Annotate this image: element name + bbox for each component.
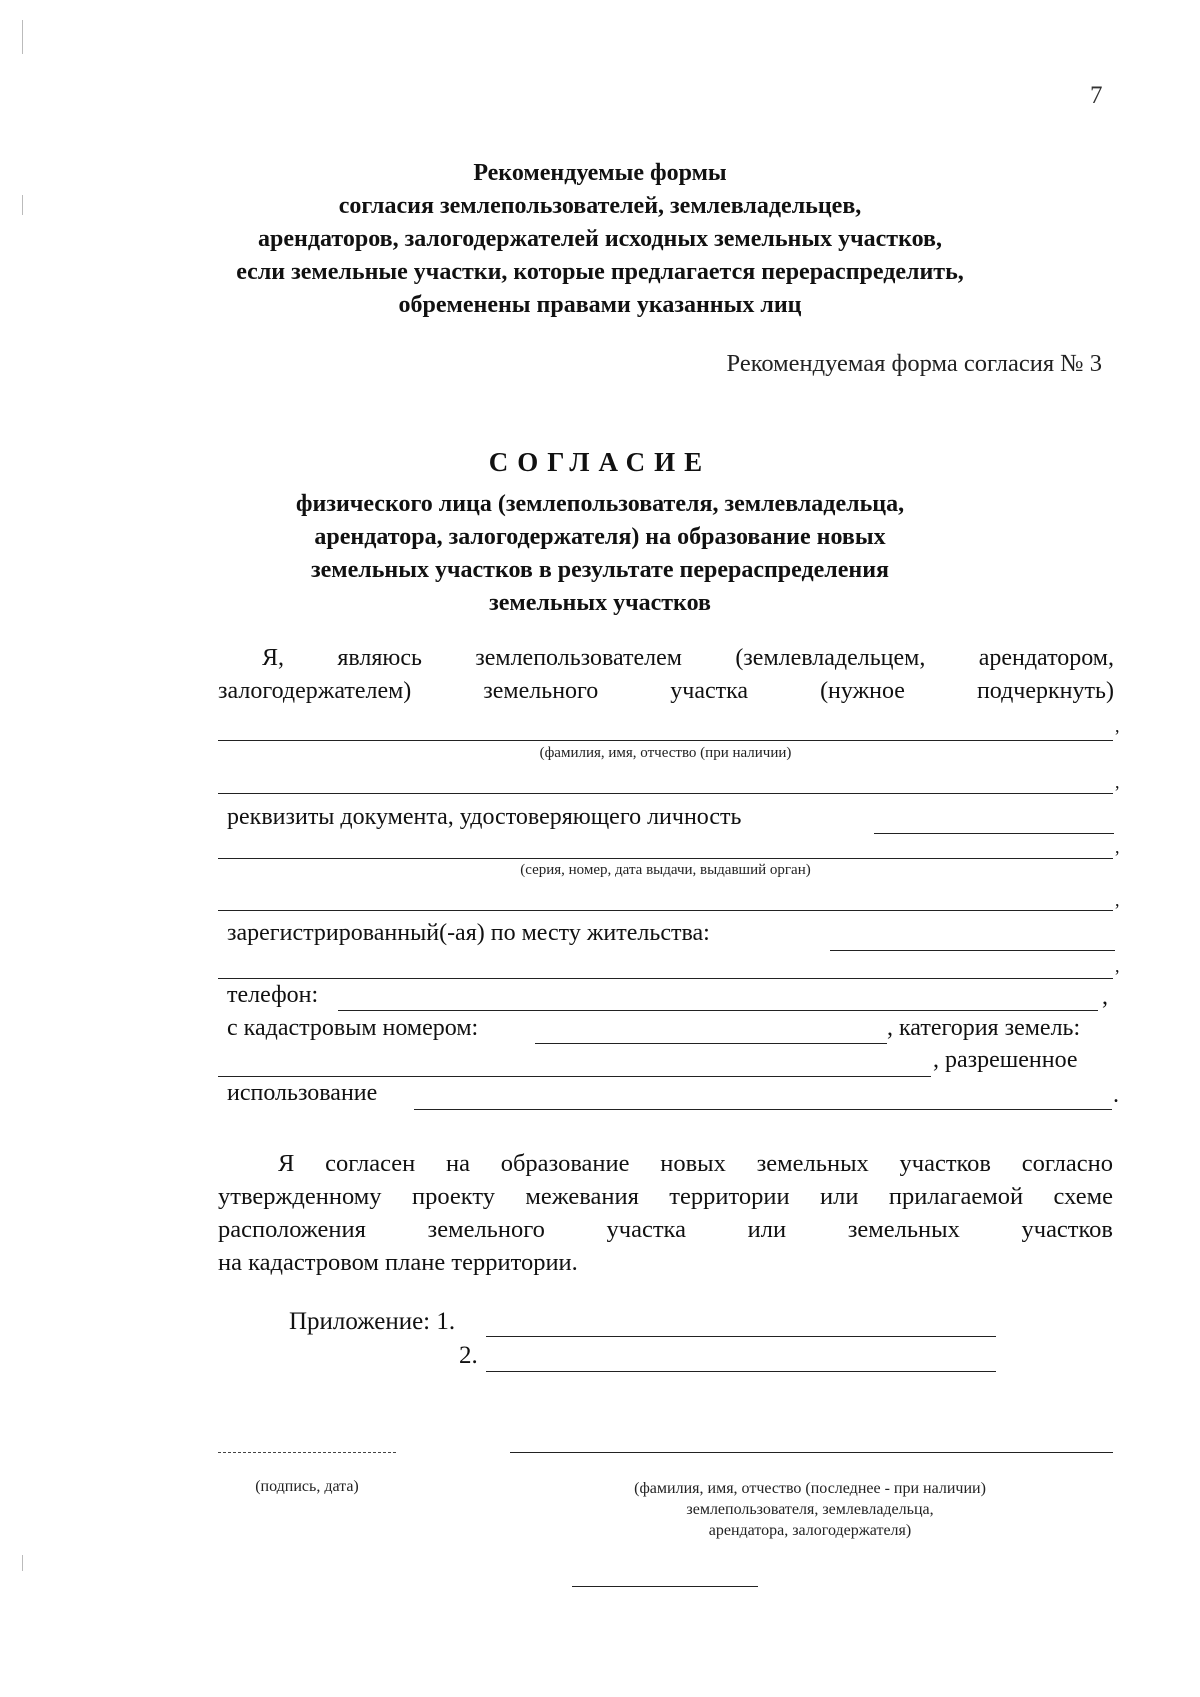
scan-margin-mark [22,1555,23,1571]
name-caption-line: арендатора, залогодержателя) [708,1522,912,1539]
attachment-1-field-line[interactable] [486,1336,996,1337]
closing-separator [572,1586,758,1587]
intro-word: являюсь [337,645,422,671]
intro-word: арендатором, [978,645,1114,671]
fio-field-line-2[interactable] [218,793,1113,794]
consent-line: на кадастровом плане территории. [218,1249,578,1276]
heading-line: согласия землепользователей, землевладельцев, [338,193,862,219]
scan-margin-mark [22,20,23,54]
comma: , [1102,984,1108,1010]
fio-caption: (фамилия, имя, отчество (при наличии) [539,745,792,761]
document-subtitle [200,488,1000,620]
registered-field-line[interactable] [830,950,1115,951]
intro-line-1 [262,645,1114,672]
heading-line: обременены правами указанных лиц [398,292,802,318]
land-category-field-line[interactable] [218,1076,931,1077]
cadastral-label: с кадастровым номером: [227,1015,479,1041]
subtitle-line: физического лица (землепользователя, землевладельца, [295,491,905,517]
usage-label: использование [227,1080,378,1106]
comma: , [1115,837,1120,857]
fio-field-line[interactable] [218,740,1113,741]
intro-word: земельного [483,678,599,704]
intro-word: Я, [262,645,285,671]
attachment-2-field-line[interactable] [486,1371,996,1372]
intro-word: участка [670,678,749,704]
document-caption: (серия, номер, дата выдачи, выдавший орган) [520,862,811,878]
intro-word: землепользователем [475,645,682,671]
signature-field-line[interactable] [218,1452,396,1453]
intro-line-2 [218,678,1114,705]
permitted-label: , разрешенное [933,1047,1078,1073]
registered-label: зарегистрированный(-ая) по месту жительства: [227,920,710,946]
scan-margin-mark [22,195,23,215]
identity-doc-field-line-3[interactable] [218,910,1113,911]
intro-word: (нужное [820,678,905,704]
identity-doc-field-line-2[interactable] [218,858,1113,859]
consent-line: утвержденному проекту межевания территории или прилагаемой схеме [218,1183,1113,1210]
name-caption-line: (фамилия, имя, отчество (последнее - при наличии) [634,1480,986,1497]
subtitle-line: земельных участков в результате перераспределения [310,557,890,583]
attachment-label: Приложение: 1. [289,1308,456,1335]
consent-line: расположения земельного участка или земельных участков [218,1216,1113,1243]
cadastral-number-field-line[interactable] [535,1043,887,1044]
signature-caption: (подпись, дата) [255,1478,359,1495]
comma: , [1115,956,1120,976]
consent-line: Я согласен на образование новых земельных участков согласно [278,1150,1113,1177]
form-label: Рекомендуемая форма согласия № 3 [726,350,1102,377]
subtitle-line: земельных участков [489,590,711,616]
intro-word: подчеркнуть) [976,678,1114,704]
phone-field-line[interactable] [338,1010,1098,1011]
name-caption-line: землепользователя, землевладельца, [686,1501,934,1518]
dot: . [1113,1082,1119,1108]
comma: , [1115,890,1120,910]
phone-label: телефон: [227,982,319,1008]
identity-doc-field-line[interactable] [874,833,1114,834]
identity-doc-label: реквизиты документа, удостоверяющего личность [227,804,742,830]
document-title: СОГЛАСИЕ [488,447,712,477]
attachment-item-2: 2. [459,1342,478,1369]
subtitle-line: арендатора, залогодержателя) на образование новых [314,524,886,550]
comma: , [1115,772,1120,792]
land-category-label: , категория земель: [887,1015,1081,1041]
heading-line: Рекомендуемые формы [473,160,727,186]
heading-line: арендаторов, залогодержателей исходных земельных участков, [258,226,942,252]
registered-field-line-2[interactable] [218,978,1113,979]
signature-name-field-line[interactable] [510,1452,1113,1453]
intro-word: залогодержателем) [218,678,412,704]
page-number: 7 [1090,82,1103,109]
main-heading [200,157,1000,322]
name-caption [560,1478,1060,1541]
usage-field-line[interactable] [414,1109,1112,1110]
heading-line: если земельные участки, которые предлагается перераспределить, [236,259,964,285]
intro-word: (землевладельцем, [735,645,926,671]
comma: , [1115,716,1120,736]
consent-paragraph [218,1147,1113,1279]
